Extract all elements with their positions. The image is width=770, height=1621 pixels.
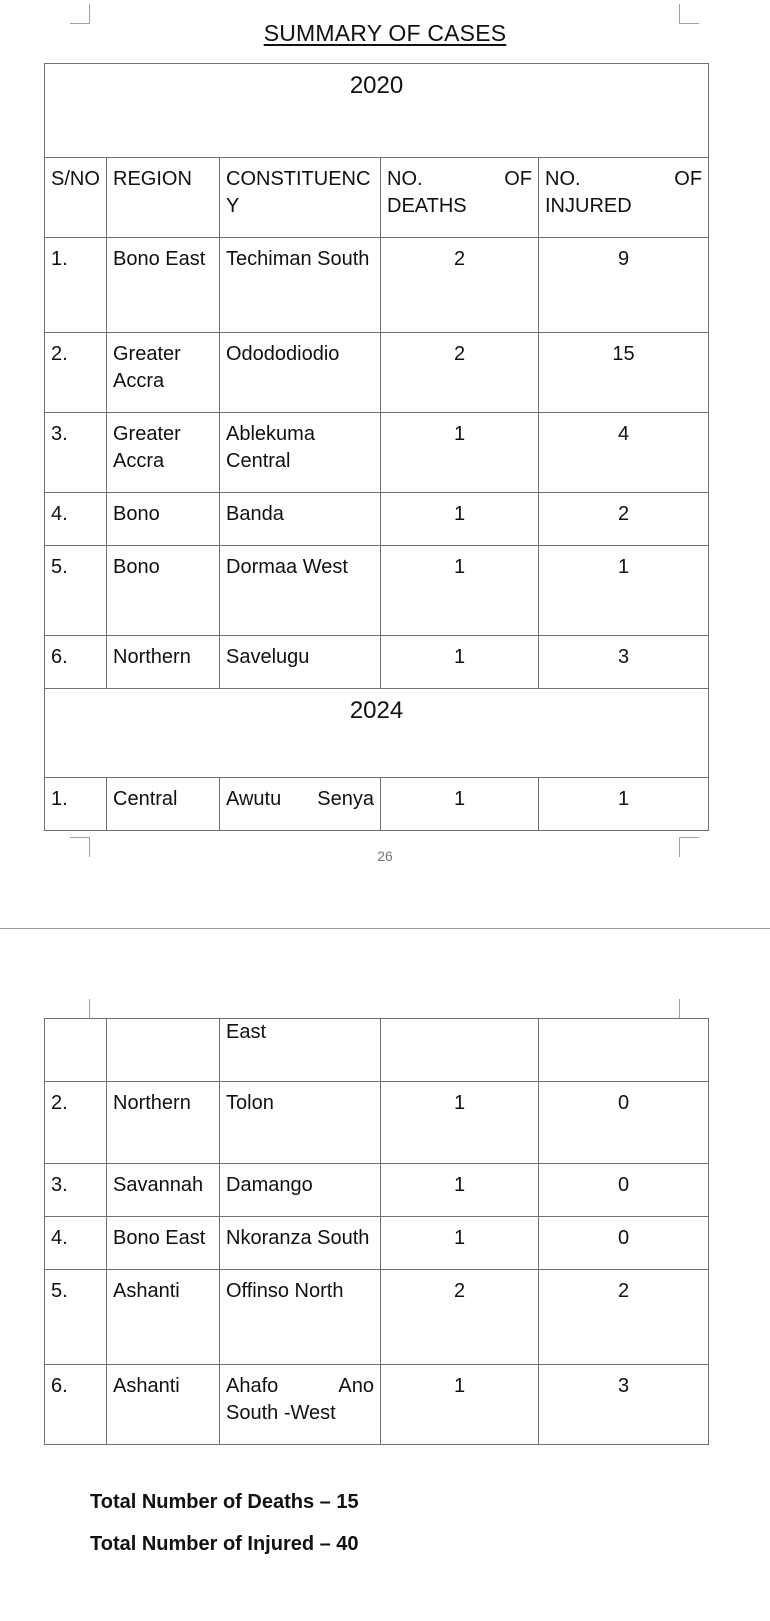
cell-region: Bono East (107, 238, 220, 333)
cell-sno: 1. (45, 778, 107, 831)
cell-sno: 3. (45, 413, 107, 493)
cell-sno: 5. (45, 546, 107, 636)
crop-mark (679, 999, 699, 1019)
cell-injured: 3 (539, 1365, 709, 1445)
cell-sno: 4. (45, 1217, 107, 1270)
cell-deaths (381, 1019, 539, 1082)
cell-deaths: 1 (381, 1217, 539, 1270)
table-row (45, 1164, 709, 1217)
cell-sno: 5. (45, 1270, 107, 1365)
cell-constituency: Savelugu (220, 636, 381, 689)
cell-injured: 9 (539, 238, 709, 333)
cell-deaths: 1 (381, 636, 539, 689)
table-row (45, 1217, 709, 1270)
cell-injured: 4 (539, 413, 709, 493)
cell-constituency: Damango (220, 1164, 381, 1217)
table-row (45, 1270, 709, 1365)
cell-injured (539, 1019, 709, 1082)
cell-region: Savannah (107, 1164, 220, 1217)
year-header-row (45, 689, 709, 778)
total-injured: Total Number of Injured – 40 (90, 1533, 359, 1555)
cell-deaths: 1 (381, 1164, 539, 1217)
cell-constituency: Ahafo Ano South -West (220, 1365, 381, 1445)
table-row (45, 778, 709, 831)
crop-mark (70, 999, 90, 1019)
cell-sno: 2. (45, 1082, 107, 1164)
column-header-injured-line2: INJURED (545, 195, 632, 217)
cell-deaths: 1 (381, 1082, 539, 1164)
cell-deaths: 1 (381, 778, 539, 831)
table-row (45, 493, 709, 546)
year-header-row (45, 64, 709, 158)
cell-constituency: East (220, 1019, 381, 1082)
page-number: 26 (377, 848, 393, 864)
cell-sno (45, 1019, 107, 1082)
cell-sno: 6. (45, 636, 107, 689)
cell-constituency: Offinso North (220, 1270, 381, 1365)
cell-region: Northern (107, 636, 220, 689)
table-row-continued (45, 1019, 709, 1082)
cell-deaths: 1 (381, 413, 539, 493)
cell-injured: 15 (539, 333, 709, 413)
column-header-sno: S/NO (45, 158, 107, 238)
year-2024-label: 2024 (45, 689, 709, 778)
document-title: SUMMARY OF CASES (263, 20, 507, 46)
cell-injured: 3 (539, 636, 709, 689)
cell-region: Ashanti (107, 1365, 220, 1445)
cell-region: Bono (107, 493, 220, 546)
column-header-row (45, 158, 709, 238)
cell-injured: 2 (539, 493, 709, 546)
cell-region: Northern (107, 1082, 220, 1164)
table-row (45, 333, 709, 413)
cell-constituency: Dormaa West (220, 546, 381, 636)
column-header-deaths-line2: DEATHS (387, 195, 467, 217)
table-row (45, 1365, 709, 1445)
cell-sno: 2. (45, 333, 107, 413)
cell-constituency: Banda (220, 493, 381, 546)
column-header-injured-line1: NO. OF (545, 168, 703, 190)
cell-deaths: 2 (381, 1270, 539, 1365)
cell-region: Ashanti (107, 1270, 220, 1365)
cell-sno: 6. (45, 1365, 107, 1445)
cell-constituency: Ablekuma Central (220, 413, 381, 493)
cell-constituency: Tolon (220, 1082, 381, 1164)
cell-constituency: Nkoranza South (220, 1217, 381, 1270)
cell-deaths: 1 (381, 546, 539, 636)
table-row (45, 636, 709, 689)
cell-constituency: Techiman South (220, 238, 381, 333)
column-header-region: REGION (107, 158, 220, 238)
table-row (45, 238, 709, 333)
column-header-constituency: CONSTITUENCY (220, 158, 381, 238)
cell-injured: 0 (539, 1082, 709, 1164)
document-page-27 (0, 929, 770, 1621)
cell-injured: 0 (539, 1164, 709, 1217)
cell-deaths: 1 (381, 493, 539, 546)
table-row (45, 546, 709, 636)
year-2020-label: 2020 (45, 64, 709, 158)
cell-injured: 0 (539, 1217, 709, 1270)
cell-region: Central (107, 778, 220, 831)
cell-sno: 3. (45, 1164, 107, 1217)
column-header-deaths-line1: NO. OF (387, 168, 532, 190)
cell-sno: 1. (45, 238, 107, 333)
table-row (45, 413, 709, 493)
cases-table-continued (44, 1018, 709, 1445)
cases-table (44, 63, 709, 831)
cell-region (107, 1019, 220, 1082)
cell-region: Bono (107, 546, 220, 636)
cell-deaths: 2 (381, 238, 539, 333)
cell-region: Greater Accra (107, 413, 220, 493)
cell-constituency: Odododiodio (220, 333, 381, 413)
column-header-deaths (381, 158, 539, 238)
cell-injured: 2 (539, 1270, 709, 1365)
cell-sno: 4. (45, 493, 107, 546)
cell-region: Greater Accra (107, 333, 220, 413)
cell-deaths: 2 (381, 333, 539, 413)
cell-region: Bono East (107, 1217, 220, 1270)
column-header-injured (539, 158, 709, 238)
table-row (45, 1082, 709, 1164)
cell-constituency: Awutu Senya (220, 778, 381, 831)
total-deaths: Total Number of Deaths – 15 (90, 1491, 359, 1513)
cell-deaths: 1 (381, 1365, 539, 1445)
cell-injured: 1 (539, 546, 709, 636)
cell-injured: 1 (539, 778, 709, 831)
